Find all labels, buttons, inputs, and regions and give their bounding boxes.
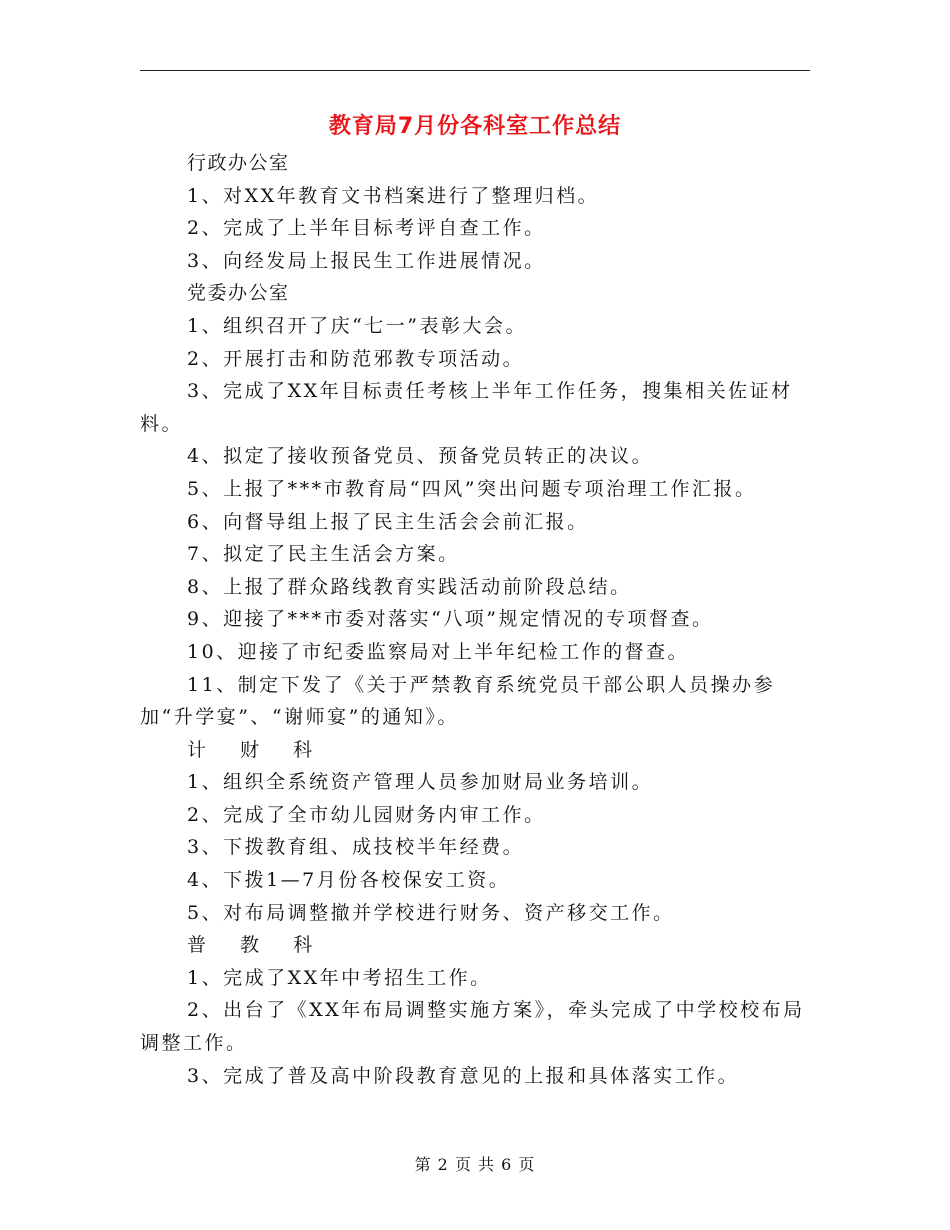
page-number: 第 2 页 共 6 页 xyxy=(414,1155,536,1174)
section-heading: 党委办公室 xyxy=(187,282,290,305)
page-footer xyxy=(140,1153,810,1177)
document-body xyxy=(140,147,810,1092)
document-title: 教育局7月份各科室工作总结 xyxy=(328,114,622,139)
list-item: 5、对布局调整撤并学校进行财务、资产移交工作。 xyxy=(187,901,675,924)
list-item: 3、下拨教育组、成技校半年经费。 xyxy=(187,836,525,859)
list-item: 2、开展打击和防范邪教专项活动。 xyxy=(187,347,525,370)
list-item: 11、制定下发了《关于严禁教育系统党员干部公职人员操办参加“升学宴”、“谢师宴”的通知》。 xyxy=(140,673,776,729)
list-item: 3、完成了普及高中阶段教育意见的上报和具体落实工作。 xyxy=(187,1064,740,1087)
section-heading: 行政办公室 xyxy=(187,152,290,174)
list-item: 5、上报了***市教育局“四风”突出问题专项治理工作汇报。 xyxy=(187,477,757,500)
section-heading: 普 教 科 xyxy=(187,934,327,957)
list-item: 1、对XX年教育文书档案进行了整理归档。 xyxy=(187,184,600,207)
list-item: 1、组织全系统资产管理人员参加财局业务培训。 xyxy=(187,771,654,794)
list-item: 1、组织召开了庆“七一”表彰大会。 xyxy=(187,314,528,337)
list-item: 2、出台了《XX年布局调整实施方案》，牵头完成了中学校校布局调整工作。 xyxy=(140,999,805,1055)
list-item: 2、完成了全市幼儿园财务内审工作。 xyxy=(187,803,546,826)
list-item: 1、完成了XX年中考招生工作。 xyxy=(187,966,492,989)
list-item: 2、完成了上半年目标考评自查工作。 xyxy=(187,217,546,240)
list-item: 6、向督导组上报了民主生活会会前汇报。 xyxy=(187,510,589,533)
list-item: 10、迎接了市纪委监察局对上半年纪检工作的督查。 xyxy=(187,640,690,663)
list-item: 4、拟定了接收预备党员、预备党员转正的决议。 xyxy=(187,445,654,468)
list-item: 3、完成了XX年目标责任考核上半年工作任务，搜集相关佐证材料。 xyxy=(140,380,793,435)
list-item: 9、迎接了***市委对落实“八项”规定情况的专项督查。 xyxy=(187,608,714,631)
list-item: 4、下拨1—7月份各校保安工资。 xyxy=(187,869,511,892)
list-item: 7、拟定了民主生活会方案。 xyxy=(187,543,460,566)
list-item: 8、上报了群众路线教育实践活动前阶段总结。 xyxy=(187,575,632,598)
section-heading: 计 财 科 xyxy=(187,738,327,761)
list-item: 3、向经发局上报民生工作进展情况。 xyxy=(187,249,546,272)
header-rule xyxy=(140,70,810,71)
